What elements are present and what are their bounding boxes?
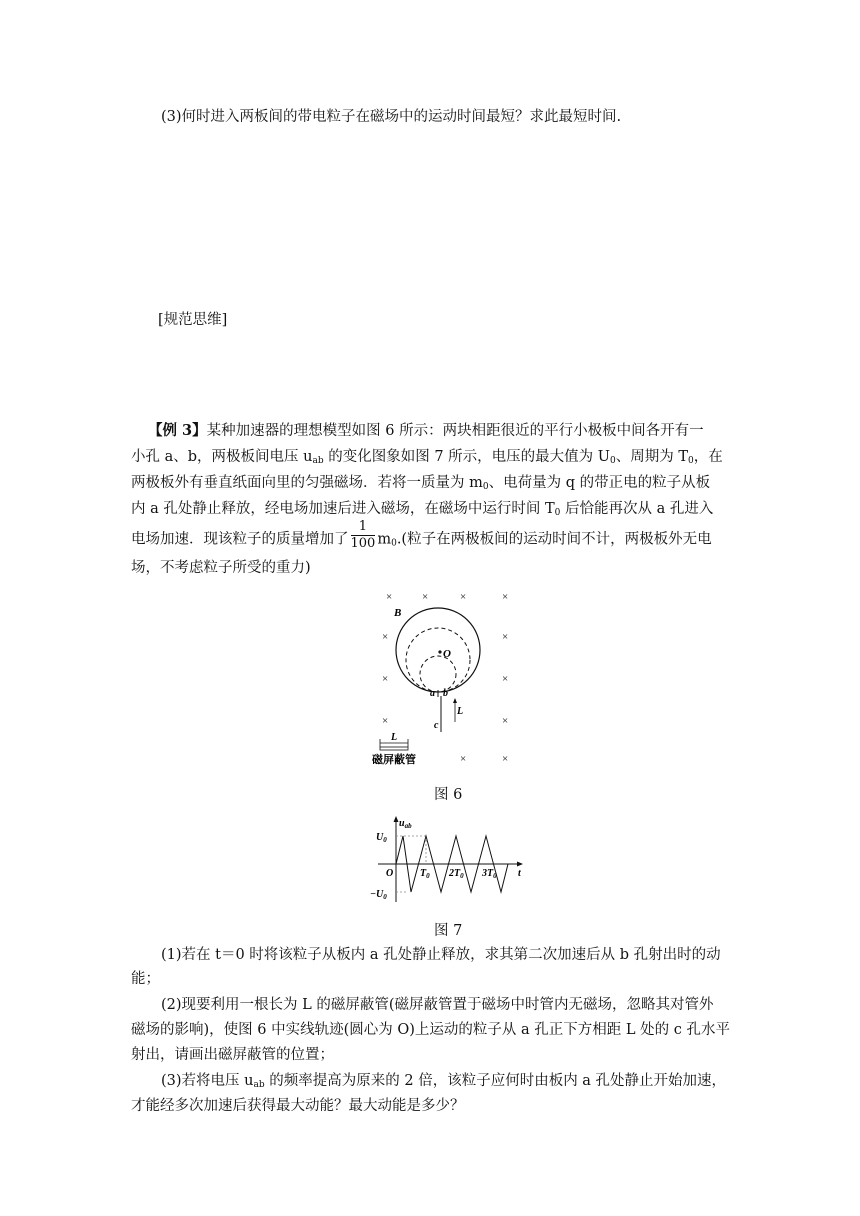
cross-mark: × xyxy=(382,631,389,643)
example-line-1-text: 某种加速器的理想模型如图 6 所示：两块相距很近的平行小极板中间各开有一 xyxy=(206,423,704,439)
question-1-line-1: (1)若在 t＝0 时将该粒子从板内 a 孔处静止释放，求其第二次加速后从 b 孔射出时的动 xyxy=(161,947,721,963)
magnetic-shield-tube xyxy=(380,747,408,750)
fraction-numerator: 1 xyxy=(351,519,376,536)
cross-mark: × xyxy=(502,753,509,765)
tick-3T0: $3T_0$ xyxy=(482,868,497,880)
cross-mark: × xyxy=(382,715,389,727)
section-label: [规范思维] xyxy=(158,312,228,328)
label-U0: $U_0$ xyxy=(376,832,387,844)
example-line-5 xyxy=(131,519,712,556)
label-L-tube: L xyxy=(391,732,398,743)
example-line-1 xyxy=(148,418,704,444)
y-axis-arrow xyxy=(394,816,399,822)
t: 的变化图象如图 7 所示，电压的最大值为 U xyxy=(323,449,611,465)
x-axis-arrow xyxy=(517,862,523,867)
cross-mark: × xyxy=(502,715,509,727)
tube-label: 磁屏蔽管 xyxy=(372,754,416,766)
label-O: O xyxy=(443,648,451,660)
figure-7-graph xyxy=(368,812,528,912)
x-axis-label: t xyxy=(518,868,521,879)
t: 电场加速．现该粒子的质量增加了 xyxy=(131,531,349,548)
t: 0 xyxy=(554,508,561,518)
t: 的频率提高为原来的 2 倍，该粒子应何时由板内 a 孔处静止开始加速， xyxy=(264,1073,727,1089)
question-2-line-3: 射出，请画出磁屏蔽管的位置； xyxy=(131,1047,334,1063)
t: 0 xyxy=(391,538,397,549)
question-3-line-2: 才能经多次加速后获得最大动能？最大动能是多少？ xyxy=(131,1098,465,1114)
fraction xyxy=(351,519,376,552)
t: 、电荷量为 q 的带正电的粒子从板 xyxy=(488,475,711,491)
t: (3)若将电压 u xyxy=(161,1073,254,1089)
t: 0 xyxy=(688,456,694,466)
cross-mark: × xyxy=(386,591,393,603)
t: 0 xyxy=(482,482,489,492)
t: ab xyxy=(312,456,324,466)
label-B: B xyxy=(394,607,402,619)
cross-mark: × xyxy=(422,591,429,603)
y-axis-label: $u_{ab}$ xyxy=(399,818,412,830)
cross-mark: × xyxy=(502,673,509,685)
example-tag: 【例 3】 xyxy=(148,422,207,439)
question-2-line-2: 磁场的影响)，使图 6 中实线轨迹(圆心为 O)上运动的粒子从 a 孔正下方相距 L 处的 c 孔水平 xyxy=(131,1022,730,1038)
cross-mark: × xyxy=(382,673,389,685)
example-line-6: 场，不考虑粒子所受的重力) xyxy=(131,560,311,576)
example-line-3 xyxy=(131,470,710,496)
example-line-4 xyxy=(131,496,713,522)
t: 两极板外有垂直纸面向里的匀强磁场．若将一质量为 m xyxy=(131,475,483,491)
tick-T0: $T_0$ xyxy=(420,868,430,880)
cross-mark: × xyxy=(460,591,467,603)
t: 、周期为 T xyxy=(615,449,689,465)
label-b: b xyxy=(443,688,448,699)
outer-trajectory-circle xyxy=(396,608,480,692)
inner-dashed-circle xyxy=(420,656,456,692)
t: .(粒子在两极板间的运动时间不计，两极板外无电 xyxy=(396,531,712,548)
question-1-line-2: 能； xyxy=(131,971,160,987)
cross-mark: × xyxy=(460,753,467,765)
question-3-line-1 xyxy=(161,1068,726,1094)
label-L: L xyxy=(457,706,464,717)
origin-label: O xyxy=(386,868,394,879)
cross-mark: × xyxy=(502,591,509,603)
fraction-denominator: 100 xyxy=(350,536,376,551)
t: 0 xyxy=(610,456,616,466)
figure-7-caption: 图 7 xyxy=(434,923,463,939)
label-a: a xyxy=(430,688,435,699)
figure-6-diagram xyxy=(360,582,520,772)
cross-mark: × xyxy=(502,631,509,643)
previous-question-3: (3)何时进入两板间的带电粒子在磁场中的运动时间最短？求此最短时间. xyxy=(161,109,622,125)
t: ab xyxy=(253,1080,265,1090)
t: 小孔 a、b，两极板间电压 u xyxy=(131,449,313,465)
tick-2T0: $2T_0$ xyxy=(449,868,464,880)
t: m xyxy=(377,531,392,548)
label-negU0: $-U_0$ xyxy=(370,889,387,901)
label-c: c xyxy=(434,720,439,731)
t: 内 a 孔处静止释放，经电场加速后进入磁场，在磁场中运行时间 T xyxy=(131,501,555,517)
t: 后恰能再次从 a 孔进入 xyxy=(560,501,714,517)
t: ，在 xyxy=(693,449,723,465)
middle-dashed-circle xyxy=(406,628,470,692)
arrow-head xyxy=(453,698,457,703)
question-2-line-1: (2)现要利用一根长为 L 的磁屏蔽管(磁屏蔽管置于磁场中时管内无磁场，忽略其对管外 xyxy=(161,997,714,1013)
center-point xyxy=(438,650,441,653)
figure-6-caption: 图 6 xyxy=(434,787,463,803)
example-line-2 xyxy=(131,444,723,470)
